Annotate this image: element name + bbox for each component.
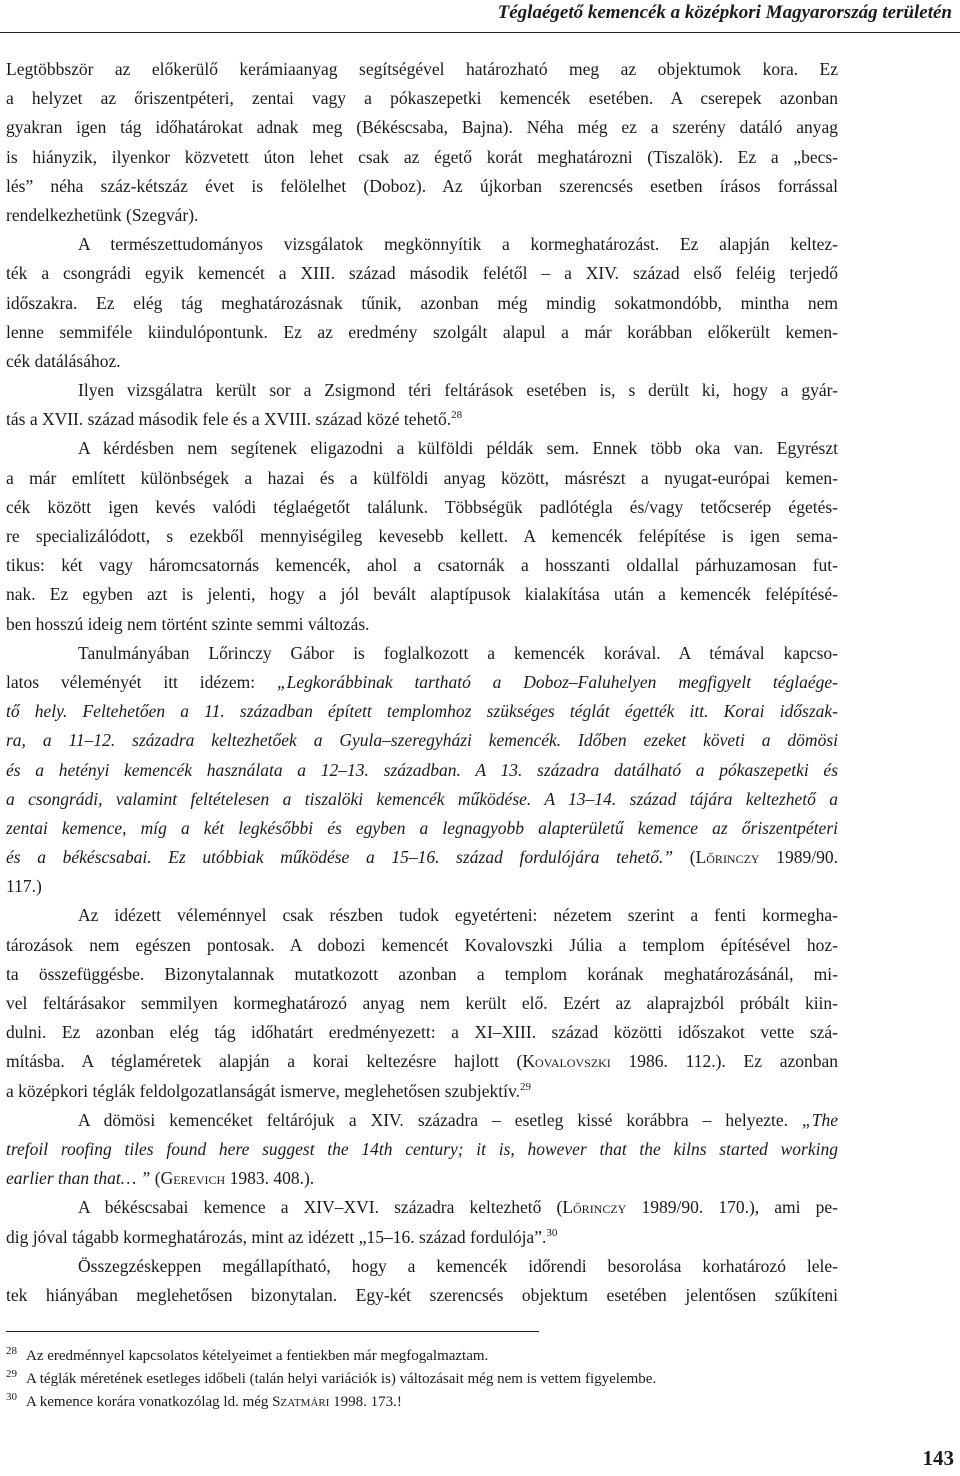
text-line: a helyzet az őriszentpéteri, zentai vagy a pókaszepetki kemencék esetében. A cserepek azonban [6, 88, 838, 109]
text-line: tek hiányában meglehetősen bizonytalan. Egy-két szerencsés objektum esetében jelentősen szűkíteni [6, 1284, 838, 1305]
text-line: a már említett különbségek a hazai és a külföldi anyag között, másrészt a nyugat-európai kemen- [6, 467, 838, 488]
text-line: rendelkezhetünk (Szegvár). [6, 204, 199, 225]
footnote-separator [6, 1331, 539, 1332]
text-line: cék datálásához. [6, 350, 121, 371]
text-line: Ilyen vizsgálatra került sor a Zsigmond téri feltárások esetében is, s derült ki, hogy a gyár- [78, 380, 838, 401]
text-line: a csongrádi, valamint feltételesen a tiszalöki kemencék működése. A 13–14. század tájára keltezhető a [6, 788, 838, 809]
text-line: ta összefüggésbe. Bizonytalannak mutatkozott azonban a templom korának meghatározásánál, mi- [6, 963, 838, 984]
text-line: a középkori téglák feldolgozatlanságát ismerve, meglehetősen szubjektív.$^{29}$ [6, 1080, 531, 1101]
text-line: ték a csongrádi egyik kemencét a XIII. század második felétől – a XIV. század első feléig terjedő [6, 263, 838, 284]
text-line: A dömösi kemencéket feltárójuk a XIV. századra – esetleg kissé korábbra – helyezte. „The [78, 1109, 838, 1130]
running-header-title: Téglaégető kemencék a középkori Magyarország területén [497, 2, 952, 23]
text-line: latos véleményét itt idézem: „Legkorábbinak tartható a Doboz–Faluhelyen megfigyelt téglaége- [6, 671, 838, 692]
text-line: cék között igen kevés valódi téglaégetőt találunk. Többségük padlótégla és/vagy tetőcserép égetés- [6, 496, 838, 517]
text-line: nak. Ez egyben azt is jelenti, hogy a jól bevált alaptípusok kialakítása után a kemencék felépítésé- [6, 584, 838, 605]
text-line: Legtöbbször az előkerülő kerámiaanyag segítségével határozható meg az objektumok kora. Ez [6, 59, 838, 79]
text-line: is hiányzik, ilyenkor közvetett úton lehet csak az égető korát meghatározni (Tiszalök). Ez a „becs- [6, 146, 838, 167]
text-line: dulni. Ez azonban elég tág időhatárt eredményezett: a XI–XIII. század közötti időszakot vette szá- [6, 1022, 838, 1043]
author-name: Lőrinczy [562, 1197, 627, 1218]
text-line: A kérdésben nem segítenek eligazodni a külföldi példák sem. Ennek több oka van. Egyrészt [78, 438, 838, 459]
text-line: A békéscsabai kemence a XIV–XVI. századra keltezhető (Lőrinczy 1989/90. 170.), ami pe- [78, 1197, 838, 1218]
text-line: és a békéscsabai. Ez utóbbiak működése a 15–16. század fordulójára tehető.” (Lőrinczy 1989/90. [6, 847, 838, 868]
footnote-28: 28 Az eredménnyel kapcsolatos kételyeimet a fentiekben már megfogalmaztam. [6, 1345, 489, 1364]
text-line: ra, a 11–12. századra keltezhetőek a Gyula–szeregyházi kemencék. Időben ezeket követi a dömösi [6, 730, 838, 751]
footnote-ref-29: 29 [519, 1080, 531, 1093]
author-name: Lőrinczy [695, 847, 760, 868]
page-number: 143 [922, 1446, 954, 1470]
text-line: earlier than that… ” (Gerevich 1983. 408.). [6, 1168, 315, 1189]
text-line: dig jóval tágabb kormeghatározás, mint az idézett „15–16. század fordulója”.$^{30}$ [6, 1226, 558, 1247]
footnote-ref-28: 28 [451, 409, 463, 422]
footnote-30: 30 A kemence korára vonatkozólag ld. még Szatmári 1998. 173.! [6, 1391, 402, 1410]
text-line: A természettudományos vizsgálatok megkönnyítik a kormeghatározást. Ez alapján keltez- [78, 234, 838, 255]
text-line: Összegzéskeppen megállapítható, hogy a kemencék időrendi besorolása korhatározó lele- [78, 1255, 838, 1276]
text-line: gyakran igen tág időhatárokat adnak meg (Békéscsaba, Bajna). Néha még ez a szerény datáló anyag [6, 117, 838, 138]
footnote-29: 29 A téglák méretének esetleges időbeli (talán helyi variációk is) változásait még nem is vettem figyelembe. [6, 1368, 657, 1387]
text-line: Tanulmányában Lőrinczy Gábor is foglalkozott a kemencék korával. A témával kapcso- [78, 642, 838, 663]
body-text [6, 55, 838, 1310]
text-line: tő hely. Feltehetően a 11. században épített templomhoz szükséges téglát égették itt. Korai időszak- [6, 701, 838, 722]
author-name: Gerevich [160, 1168, 226, 1189]
text-line: zentai kemence, míg a két legkésőbbi és egyben a legnagyobb alapterületű kemence az őriszentpéteri [6, 817, 838, 838]
text-line: trefoil roofing tiles found here suggest the 14th century; it is, however that the kilns started working [6, 1138, 838, 1159]
text-line: 117.) [6, 876, 42, 897]
text-line: lés” néha száz-kétszáz évet is felölelhet (Doboz). Az újkorban szerencsés esetben írásos forrással [6, 175, 838, 196]
running-header [0, 0, 960, 33]
text-line: és a hetényi kemencék használata a 12–13. században. A 13. századra datálható a pókaszepetki és [6, 759, 838, 780]
footnote-ref-30: 30 [546, 1226, 558, 1239]
text-line: mításba. A téglaméretek alapján a korai keltezésre hajlott (Kovalovszki 1986. 112.). Ez azonban [6, 1051, 838, 1072]
text-line: lenne semmiféle kiindulópontunk. Ez az eredmény szolgált alapul a már korábban előkerült kemen- [6, 321, 838, 342]
text-line: re specializálódott, s ezekből mennyiségileg kevesebb kellett. A kemencék felépítése is igen sema- [6, 526, 838, 546]
text-line: tás a XVII. század második fele és a XVIII. század közé tehető.$^{28}$ [6, 409, 463, 430]
text-line: tározások nem egészen pontosak. A dobozi kemencét Kovalovszki Júlia a templom építésével hoz- [6, 934, 838, 955]
text-line: ben hosszú ideig nem történt szinte semmi változás. [6, 613, 370, 634]
text-line: Az idézett véleménnyel csak részben tudok egyetérteni: nézetem szerint a fenti kormegha- [78, 905, 838, 926]
text-line: vel feltárásakor semmilyen kormeghatározó anyag nem került elő. Ezért az alaprajzból próbált kiin- [6, 993, 838, 1013]
text-line: időszakra. Ez elég tág meghatározásnak tűnik, azonban még mindig sokatmondóbb, mintha nem [6, 292, 838, 313]
author-name: Szatmári [272, 1394, 330, 1410]
footnotes [6, 1340, 906, 1409]
author-name: Kovalovszki [522, 1051, 611, 1072]
text-line: tikus: két vagy háromcsatornás kemencék, ahol a csatornák a hosszanti oldallal párhuzamosan fut- [6, 555, 838, 576]
